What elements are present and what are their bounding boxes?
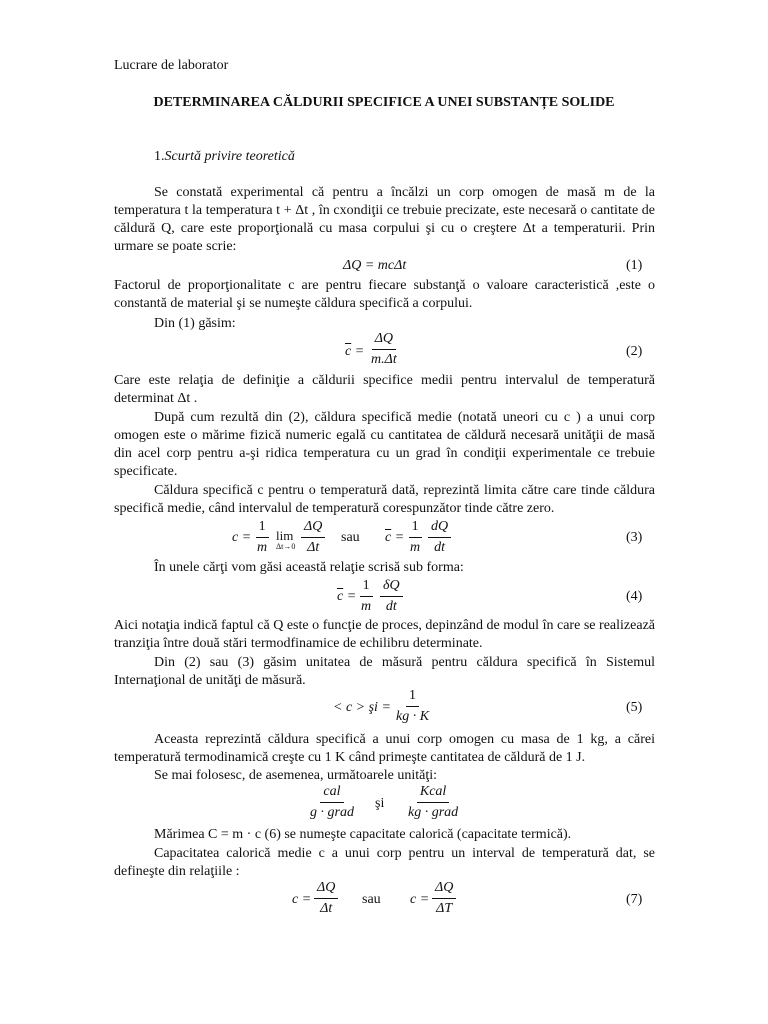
paragraph: Se constată experimental că pentru a încălzi un corp omogen de masă m de la temperatura t la temperatura t + Δt , în cxondiţii ce trebuie precizate, este necesară o cantitate de căldură Q, care este proporţională cu masa corpului şi cu o creştere Δt a temperaturii. Prin urmare se poate scrie:: [114, 185, 655, 254]
equation-4-fraction: $\frac{\delta Q}{dt}$: [380, 578, 403, 615]
conjunction-sau: sau: [362, 892, 381, 907]
paragraph: Care este relaţia de definiţie a căldurii specifice medii pentru intervalul de temperatură determinat Δt .: [114, 373, 655, 406]
equation-number: (1): [626, 258, 643, 273]
paragraph: Se mai folosesc, de asemenea, următoarele unităţi:: [154, 768, 438, 783]
paragraph: Căldura specifică c pentru o temperatură dată, reprezintă limita către care tinde căldura specifică medie, când intervalul de temperatură corespunzător tinde către zero.: [114, 483, 655, 516]
paragraph: Capacitatea calorică medie c a unui corp pentru un interval de temperatură dat, se defineşte din relaţiile :: [114, 846, 655, 879]
equation-3b-coef: $\frac{1}{m}$: [410, 519, 421, 555]
paragraph: După cum rezultă din (2), căldura specifică medie (notată uneori cu c ) a unui corp omogen este o mărime fizică numeric egală cu cantitatea de căldură necesară unităţii de masă din acel corp pentru a-şi ridica temperatura cu un grad în condiţii experimentale ce trebuie specificate.: [114, 410, 655, 479]
equation-3a-fraction: $\frac{\Delta Q}{\Delta t}$: [301, 519, 325, 556]
section-title: Scurtă privire teoretică: [164, 149, 295, 164]
equation-7b-lhs: c =: [410, 892, 430, 907]
equation-2-lhs: $\overline{c}$ =: [345, 344, 365, 359]
paragraph: Din (2) sau (3) găsim unitatea de măsură pentru căldura specifică în Sistemul Internaţional de unităţi de măsură.: [114, 655, 655, 688]
equation-3a-lhs: c =: [232, 530, 252, 545]
equation-number: (2): [626, 344, 643, 359]
section-heading: [154, 148, 295, 166]
section-number: 1.: [154, 149, 165, 164]
header-label: Lucrare de laborator: [114, 58, 229, 73]
unit-kcal-per-kg-grad: Kcal kg · grad: [408, 784, 459, 820]
document-title: DETERMINAREA CĂLDURII SPECIFICE A UNEI SUBSTANȚE SOLIDE: [153, 95, 615, 110]
paragraph: Aceasta reprezintă căldura specifică a unui corp omogen cu masa de 1 kg, a cărei temperatură termodinamică creşte cu 1 K când primeşte cantitatea de căldură de 1 J.: [114, 732, 655, 765]
equation-4-coef: $\frac{1}{m}$: [361, 578, 372, 614]
equation-number: (3): [626, 530, 643, 545]
equation-5-fraction: $\frac{1}{kg \cdot K}$: [396, 688, 430, 724]
conjunction-si: şi: [375, 796, 385, 811]
paragraph: Din (1) găsim:: [154, 316, 236, 331]
equation-3b-fraction: $\frac{dQ}{dt}$: [428, 519, 451, 556]
equation-7a-lhs: c =: [292, 892, 312, 907]
paragraph: Aici notaţia indică faptul că Q este o funcţie de proces, depinzând de modul în care se realizează tranziţia între două stări termodfinamice de echilibru determinate.: [114, 618, 655, 651]
equation-1: ΔQ = mcΔt: [343, 258, 407, 273]
paragraph: Mărimea C = m · c (6) se numeşte capacitate calorică (capacitate termică).: [154, 827, 572, 842]
equation-7b-fraction: $\frac{\Delta Q}{\Delta T}$: [432, 880, 456, 917]
paragraph: Factorul de proporţionalitate c are pentru fiecare substanţă o valoare caracteristică ,este o constantă de material şi se numeşte căldura specifică a corpului.: [114, 278, 655, 311]
equation-number: (7): [626, 892, 643, 907]
equation-number: (5): [626, 700, 643, 715]
conjunction-sau: sau: [341, 530, 360, 545]
unit-cal-per-g-grad: cal g · grad: [310, 784, 354, 820]
equation-number: (4): [626, 589, 643, 604]
limit-operator: lim Δt→0: [276, 528, 296, 551]
equation-5-lhs: < c > şi =: [333, 700, 391, 715]
equation-7a-fraction: $\frac{\Delta Q}{\Delta t}$: [314, 880, 338, 917]
equation-3a-coef: $\frac{1}{m}$: [257, 519, 268, 555]
equation-4-lhs: $\overline{c}$ =: [337, 589, 357, 604]
equation-3b-lhs: $\overline{c}$ =: [385, 530, 405, 545]
paragraph: În unele cărţi vom găsi această relaţie scrisă sub forma:: [154, 560, 464, 575]
equation-2-fraction: $\frac{\Delta Q}{m.\Delta t}$: [371, 331, 397, 367]
